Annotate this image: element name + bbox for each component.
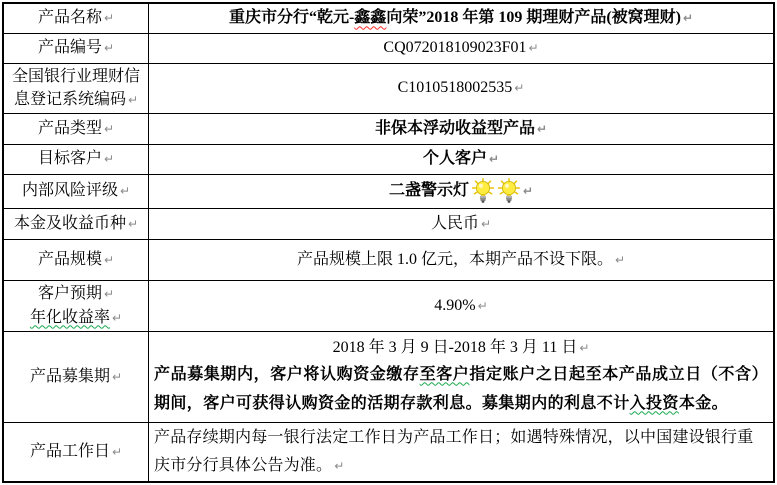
value-product-name-line1-text-red-wavy: 鑫鑫 (354, 9, 387, 27)
label-expected-yield-line1-text: 客户预期 (37, 284, 102, 302)
table-row-target-customer (3, 144, 774, 174)
label-expected-yield-line1 (9, 282, 143, 306)
paragraph-mark: ↵ (579, 340, 590, 355)
value-risk-rating-line1-text: 二盏警示灯 (388, 182, 469, 199)
label-expected-yield-line2-text-green-wavy: 年化收益率 (29, 308, 110, 326)
label-product-code-line1-text: 产品编号 (37, 39, 102, 56)
value-expected-yield-line1 (154, 294, 768, 318)
value-fundraising-period-line2-text: 产品募集期内，客户将认购资金缴存 (154, 365, 420, 383)
paragraph-mark: ↵ (103, 152, 115, 166)
paragraph-mark: ↵ (488, 152, 500, 166)
label-business-day-line1-text: 产品工作日 (29, 442, 110, 460)
value-product-code-line1-text: CQ072018109023F01 (383, 39, 527, 56)
paragraph-mark: ↵ (536, 121, 548, 136)
row-label-currency (3, 208, 149, 239)
row-label-product-type (3, 113, 149, 144)
paragraph-mark: ↵ (103, 252, 115, 267)
paragraph-mark: ↵ (119, 184, 131, 198)
label-risk-rating-line1-text: 内部风险评级 (21, 182, 118, 199)
value-currency-line1-text: 人民币 (430, 214, 479, 232)
paragraph-mark: ↵ (614, 252, 626, 267)
row-label-product-code (3, 33, 149, 63)
paragraph-mark: ↵ (514, 81, 525, 95)
label-product-code-line1 (9, 36, 143, 60)
label-product-type-line1 (9, 117, 143, 141)
label-business-day-line1 (9, 440, 143, 464)
product-info-table (2, 2, 775, 483)
value-product-scale-line1-text: 产品规模上限 1.0 亿元，本期产品不设下限。 (296, 250, 613, 268)
lightbulb-icon (471, 178, 495, 204)
label-target-customer-line1 (9, 147, 143, 171)
table-row-business-day (3, 422, 774, 482)
label-registration-code-line2 (9, 88, 143, 112)
label-currency-line1 (9, 212, 143, 236)
row-label-target-customer (3, 144, 149, 174)
row-label-product-name (3, 3, 149, 33)
lightbulb-icon (497, 178, 521, 204)
label-registration-code-line1 (9, 65, 143, 88)
value-fundraising-period-line2-text-green-wavy: 入投资 (629, 394, 679, 412)
value-product-type-line1 (154, 117, 768, 141)
table-row-product-name (3, 3, 774, 33)
paragraph-mark: ↵ (103, 11, 115, 26)
label-currency-line1-text: 本金及收益币种 (13, 214, 126, 232)
row-value-expected-yield (149, 280, 775, 331)
label-registration-code-line2-text: 息登记系统编码 (13, 90, 126, 108)
table-row-product-scale (3, 239, 774, 280)
label-product-scale-line1-text: 产品规模 (37, 250, 102, 268)
value-currency-line1 (154, 212, 768, 236)
row-value-product-scale (149, 239, 775, 280)
table-row-currency (3, 208, 774, 239)
paragraph-mark: ↵ (334, 458, 345, 473)
label-target-customer-line1-text: 目标客户 (37, 150, 102, 167)
row-value-target-customer (149, 144, 775, 174)
value-fundraising-period-line1 (154, 336, 768, 360)
value-expected-yield-line1-text: 4.90% (434, 296, 476, 314)
value-fundraising-period-line1-text: 2018 年 3 月 9 日-2018 年 3 月 11 日 (332, 338, 578, 356)
row-value-product-name (149, 3, 775, 33)
value-product-name-line1-text: 向荣”2018 年第 109 期理财产品(被窝理财) (386, 9, 681, 27)
value-product-name-line1 (154, 6, 768, 30)
value-fundraising-period-line2 (154, 360, 768, 418)
label-product-scale-line1 (9, 248, 143, 272)
value-product-scale-line1 (154, 248, 768, 272)
label-product-type-line1-text: 产品类型 (37, 119, 102, 137)
row-label-product-scale (3, 239, 149, 280)
row-value-business-day (149, 422, 775, 482)
table-row-registration-code (3, 63, 774, 113)
row-value-fundraising-period (149, 331, 775, 422)
row-label-risk-rating (3, 174, 149, 208)
paragraph-mark: ↵ (480, 216, 492, 231)
paragraph-mark: ↵ (111, 369, 123, 384)
table-row-product-code (3, 33, 774, 63)
value-risk-rating-line1 (154, 178, 768, 204)
table-row-fundraising-period (3, 331, 774, 422)
value-business-day-line1-text: 产品存续期内每一银行法定工作日为产品工作日；如遇特殊情况，以中国建设银行重庆市分行具体公告为准。 (154, 428, 754, 474)
value-product-name-line1-text: 重庆市分行“乾元- (228, 9, 355, 27)
paragraph-mark: ↵ (682, 11, 694, 26)
value-registration-code-line1-text: C1010518002535 (397, 79, 513, 96)
value-product-code-line1 (154, 36, 768, 60)
paragraph-mark: ↵ (103, 121, 115, 136)
value-business-day-line1 (154, 424, 768, 480)
value-fundraising-period-line2-text: 指定账户之日起至本产品成立日（不含）期间，客户可获得认购资金的活期存款利息。募集期内的利息不计 (154, 365, 769, 412)
label-fundraising-period-line1 (9, 365, 143, 389)
value-target-customer-line1-text: 个人客户 (422, 150, 487, 167)
paragraph-mark: ↵ (103, 286, 115, 301)
table-row-product-type (3, 113, 774, 144)
paragraph-mark: ↵ (528, 41, 539, 55)
row-value-risk-rating (149, 174, 775, 208)
label-product-name-line1 (9, 6, 143, 30)
table-row-expected-yield (3, 280, 774, 331)
paragraph-mark: ↵ (127, 216, 139, 231)
row-value-currency (149, 208, 775, 239)
label-risk-rating-line1 (9, 179, 143, 203)
value-fundraising-period-line2-text: 本金。 (678, 394, 729, 412)
row-label-fundraising-period (3, 331, 149, 422)
label-fundraising-period-line1-text: 产品募集期 (29, 367, 110, 385)
row-value-product-code (149, 33, 775, 63)
row-value-product-type (149, 113, 775, 144)
label-product-name-line1-text: 产品名称 (37, 9, 102, 27)
row-label-registration-code (3, 63, 149, 113)
paragraph-mark: ↵ (477, 298, 488, 313)
label-expected-yield-line2 (9, 306, 143, 330)
paragraph-mark: ↵ (522, 184, 534, 198)
label-registration-code-line1-text: 全国银行业理财信 (11, 67, 140, 85)
value-product-type-line1-text: 非保本浮动收益型产品 (374, 119, 535, 137)
row-label-expected-yield (3, 280, 149, 331)
paragraph-mark: ↵ (111, 310, 123, 325)
value-fundraising-period-line2-text-green-wavy: 至客户 (419, 365, 470, 383)
value-registration-code-line1 (154, 76, 768, 100)
table-row-risk-rating (3, 174, 774, 208)
row-label-business-day (3, 422, 149, 482)
paragraph-mark: ↵ (111, 444, 123, 459)
paragraph-mark: ↵ (127, 92, 139, 107)
paragraph-mark: ↵ (103, 41, 115, 55)
value-target-customer-line1 (154, 147, 768, 171)
row-value-registration-code (149, 63, 775, 113)
